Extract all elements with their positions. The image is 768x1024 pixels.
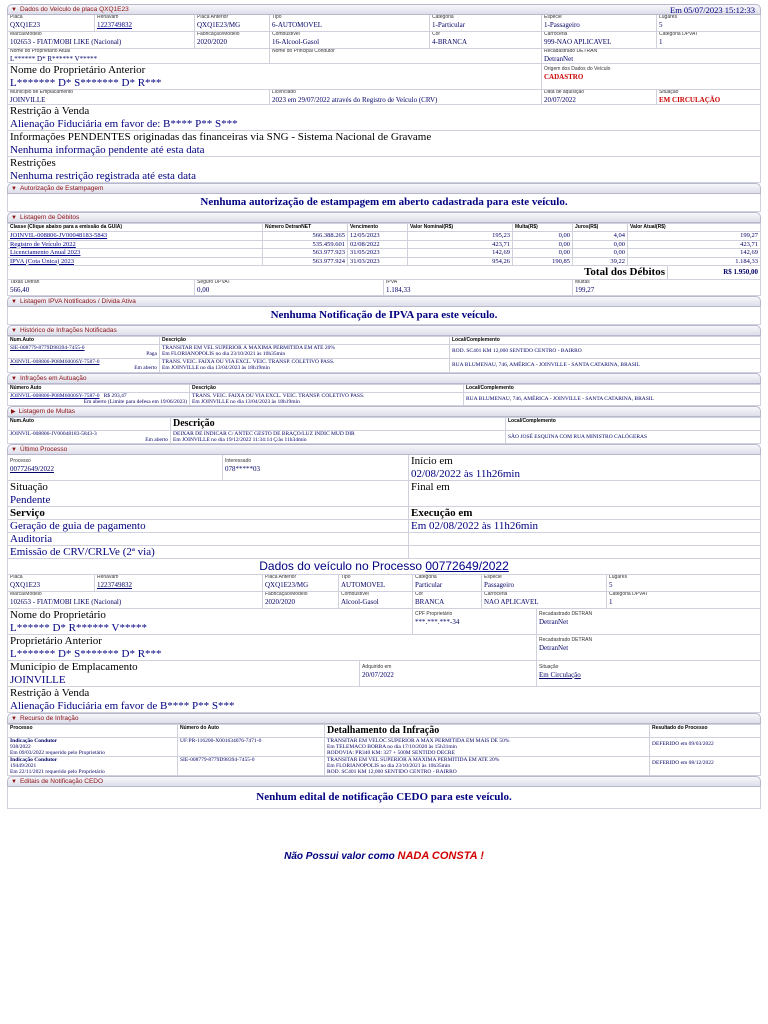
recurso-processo: 938/2022 <box>10 744 31 750</box>
origem-label: Origem dos Dados do Veículo <box>544 66 611 72</box>
col-local: Local/Complemento <box>506 418 761 431</box>
recurso-tipo: Indicação Condutor <box>10 757 58 763</box>
categoria-value: Particular <box>415 580 443 589</box>
multa-local: SÃO JOSÉ ESQUINA COM RUA MINISTRO CALÓGERAS <box>506 431 761 444</box>
fabricacao-label: Fabricação/Modelo <box>197 32 240 37</box>
proprietario-anterior-label: Nome do Proprietário Anterior <box>10 64 146 76</box>
section-ultimo-processo[interactable] <box>7 444 761 455</box>
debito-atual: 199,27 <box>628 232 761 241</box>
section-title: Recurso de Infração <box>19 715 79 722</box>
infracao-descricao: TRANS. VEIC. FAIXA OU VIA EXCL. VEIC. TRANSP. COLETIVO PASS. <box>162 359 335 365</box>
table-row <box>8 757 761 776</box>
debito-atual: 1.184,33 <box>628 257 761 266</box>
placa-value: QXQ1E23 <box>10 580 40 589</box>
debito-numero: 566.388.265 <box>263 232 348 241</box>
multas-table <box>7 417 761 444</box>
col-multa: Multa(R$) <box>513 224 573 232</box>
auto-link[interactable]: JOINVIL-008806-P08M6000SY-7587-0 <box>10 393 100 399</box>
table-row <box>8 393 761 406</box>
municipio-label: Município de Emplacamento <box>10 90 74 95</box>
col-vencimento: Vencimento <box>348 224 408 232</box>
col-local: Local/Complemento <box>464 385 761 393</box>
col-numero-auto: Número Auto <box>8 385 190 393</box>
section-title: Listagem de Multas <box>18 408 75 415</box>
lugares-value: 5 <box>659 20 663 29</box>
recurso-table <box>7 724 761 776</box>
debito-numero: 563.977.924 <box>263 257 348 266</box>
multa-auto: JOINVIL-008806-JV00048183-5843-3 <box>10 431 97 437</box>
recadastrado-label: Recadastrado DETRAN <box>539 611 593 617</box>
recurso-detalhe: TRANSITAR EM VELOC SUPERIOR A MÁX PERMITIDA EM MAIS DE 50% <box>327 738 510 744</box>
servico-item: Auditoria <box>10 533 53 545</box>
table-row <box>8 431 761 444</box>
recadastrado-value: DetranNet <box>539 617 569 626</box>
section-cedo[interactable] <box>7 776 761 787</box>
col-atual: Valor Atual(R$) <box>628 224 761 232</box>
collapse-arrow-icon[interactable]: ▼ <box>11 446 17 453</box>
debito-vencimento: 31/03/2023 <box>348 257 408 266</box>
recurso-local: ROD. SC401 KM 12,000 SENTIDO CENTRO - BAIRRO <box>327 769 457 775</box>
categoria-label: Categoria <box>415 575 437 580</box>
collapse-arrow-icon[interactable]: ▼ <box>11 715 17 722</box>
debito-vencimento: 31/05/2023 <box>348 249 408 258</box>
auto-status: Paga <box>146 351 157 357</box>
table-row <box>8 240 761 249</box>
sng-value: Nenhuma informação pendente até esta data <box>10 144 205 156</box>
recurso-detalhe: TRANSITAR EM VEL SUPERIOR A MÁXIMA PERMITIDA EM ATÉ 20% <box>327 757 500 763</box>
report-datetime: Em 05/07/2023 15:12:33 <box>670 4 755 15</box>
section-title: Listagem de Débitos <box>19 214 80 221</box>
infracao-data: Em FLORIANOPOLIS no dia 23/10/2021 às 10h35min <box>162 351 286 357</box>
processo-situacao-value: Pendente <box>10 494 51 506</box>
debito-guia-link[interactable]: IPVA (Cota Única) 2023 <box>10 257 74 265</box>
infracao-local: ROD. SC401 KM 12,000 SENTIDO CENTRO - BAIRRO <box>450 345 761 359</box>
lugares-label: Lugares <box>609 575 628 580</box>
col-numero: Número DetranNET <box>263 224 348 232</box>
placa-anterior-value: QXQ1E23/MG <box>265 580 309 589</box>
tipo-label: Tipo <box>272 15 282 20</box>
autuacao-local: RUA BLUMENAU, 746, AMÉRICA - JOINVILLE - SANTA CATARINA, BRASIL <box>464 393 761 406</box>
auto-valor: R$ 293,47 <box>103 393 127 399</box>
col-juros: Juros(R$) <box>573 224 628 232</box>
multas-value: 199,27 <box>575 285 595 294</box>
proprietario-anterior-value: L******* D* S******* D* R*** <box>10 77 162 89</box>
section-vehicle-header[interactable] <box>7 4 761 15</box>
ipva-label: IPVA <box>386 280 398 285</box>
processo-label: Processo <box>10 458 31 464</box>
servico-item: Geração de guia de pagamento <box>10 520 146 532</box>
multas-label: Multas <box>575 280 590 285</box>
restricao-venda-label: Restrição à Venda <box>10 105 90 117</box>
servico-header: Serviço <box>10 507 45 519</box>
categoria-value: 1-Particular <box>432 20 466 29</box>
table-row <box>8 345 761 359</box>
dpvat-value: 0,00 <box>197 285 210 294</box>
restricoes-value: Nenhuma restrição registrada até esta data <box>10 170 196 182</box>
autuacao-data: Em JOINVILLE no dia 13/04/2023 às 18h19min <box>192 399 300 405</box>
total-debitos-value: R$ 1.950,00 <box>667 266 761 280</box>
collapse-arrow-icon[interactable]: ▼ <box>11 214 17 221</box>
debito-nominal: 142,69 <box>408 249 513 258</box>
estampagem-message: Nenhuma autorização de estampagem em aberto cadastrada para este veículo. <box>7 194 761 212</box>
situacao-value: EM CIRCULAÇÃO <box>659 95 721 104</box>
multa-data: Em JOINVILLE no dia 19/12/2022 11:34:14 Ç/às 11h34min <box>173 437 307 443</box>
proprietario-anterior-label: Proprietário Anterior <box>10 635 102 647</box>
section-recurso[interactable] <box>7 713 761 724</box>
condutor-label: Nome do Principal Condutor <box>272 49 335 54</box>
collapse-arrow-icon[interactable]: ▼ <box>11 778 17 785</box>
placa-anterior-value: QXQ1E23/MG <box>197 20 241 29</box>
processo-link[interactable]: 00772649/2022 <box>10 464 54 473</box>
proprietario-label: Nome do Proprietário <box>10 609 106 621</box>
recadastrado-value: DetranNet <box>539 643 569 652</box>
cor-label: Cor <box>415 592 424 597</box>
collapse-arrow-icon[interactable]: ▼ <box>11 185 17 192</box>
combustivel-label: Combustível <box>272 32 300 37</box>
cor-value: BRANCA <box>415 597 445 606</box>
debitos-header-row <box>8 224 761 232</box>
auto-link[interactable]: SIE-008779-8779D98394-7455-0 <box>10 345 85 351</box>
fabricacao-label: Fabricação/Modelo <box>265 592 308 597</box>
debito-guia-link[interactable]: Licenciamento Anual 2023 <box>10 249 81 256</box>
combustivel-label: Combustível <box>341 592 369 597</box>
section-title: Listagem IPVA Notificados / Dívida Ativa <box>19 298 136 305</box>
tipo-value: AUTOMOVEL <box>341 580 386 589</box>
debito-juros: 0,00 <box>573 240 628 249</box>
section-debitos[interactable] <box>7 212 761 223</box>
table-row <box>8 257 761 266</box>
recurso-resultado: DEFERIDO em 08/12/2022 <box>650 757 761 776</box>
col-numero-auto: Número do Auto <box>178 725 325 738</box>
ipva-value: 1.184,33 <box>386 285 411 294</box>
situacao-label: Situação <box>539 664 559 670</box>
interessado-label: Interessado <box>225 458 252 464</box>
collapse-arrow-icon[interactable]: ▼ <box>11 298 17 305</box>
debito-multa: 0,00 <box>513 249 573 258</box>
sng-label: Informações PENDENTES originadas das financeiras via SNG - Sistema Nacional de Gravame <box>10 131 432 143</box>
municipio-label: Município de Emplacamento <box>10 661 138 673</box>
tipo-label: Tipo <box>341 575 351 580</box>
debito-numero: 535.459.601 <box>263 240 348 249</box>
recurso-data: Em TELEMACO BORBA no dia 17/10/2020 às 15h31min <box>327 744 457 750</box>
debito-nominal: 954,26 <box>408 257 513 266</box>
debito-juros: 0,00 <box>573 249 628 258</box>
proprietario-atual-value: L****** D* R****** V***** <box>10 54 98 63</box>
multa-status: Em aberto <box>145 437 168 443</box>
col-descricao: Descrição <box>190 385 464 393</box>
placa-label: Placa <box>10 575 23 580</box>
collapse-arrow-icon[interactable]: ▼ <box>11 6 17 13</box>
infracao-data: Em JOINVILLE no dia 13/04/2023 às 18h19min <box>162 365 270 371</box>
situacao-label: Situação <box>659 90 679 95</box>
cor-label: Cor <box>432 32 441 37</box>
debito-guia-link[interactable]: Registro de Veículo 2022 <box>10 240 76 248</box>
processo-veiculo-title <box>7 559 761 575</box>
restricao-venda-value: Alienação Fiduciária em favor de: B**** P** S*** <box>10 118 238 130</box>
especie-value: Passageiro <box>484 580 514 589</box>
processo-veiculo-title-text: Dados do veículo no Processo <box>259 559 422 573</box>
debito-multa: 0,00 <box>513 240 573 249</box>
recurso-requerido: Em 22/11/2021 requerido pelo Proprietário <box>10 769 105 775</box>
placa-anterior-label: Placa Anterior <box>197 15 229 20</box>
recurso-processo: 19449/2021 <box>10 763 37 769</box>
cor-value: 4-BRANCA <box>432 37 468 46</box>
collapse-arrow-icon[interactable]: ▼ <box>11 375 17 382</box>
debito-multa: 0,00 <box>513 232 573 241</box>
historico-table <box>7 336 761 373</box>
origem-value: CADASTRO <box>544 72 584 81</box>
aquisicao-value: 20/07/2022 <box>544 95 576 104</box>
col-local: Local/Complemento <box>450 337 761 345</box>
marca-label: Marca/Modelo <box>10 592 42 597</box>
table-row <box>8 249 761 258</box>
auto-status: Em aberto (Limite para defesa em 19/06/2023) <box>83 399 187 405</box>
marca-label: Marca/Modelo <box>10 32 42 37</box>
proprietario-atual-label: Nome do Proprietário Atual <box>10 49 71 54</box>
renavam-label: Renavam <box>97 15 119 20</box>
section-title: Infrações em Autuação <box>19 375 87 382</box>
recurso-resultado: DEFERIDO em 09/03/2022 <box>650 738 761 757</box>
restricoes-label: Restrições <box>10 157 56 169</box>
debito-atual: 423,71 <box>628 240 761 249</box>
auto-status: Em aberto <box>134 365 157 371</box>
processo-situacao-label: Situação <box>10 481 48 493</box>
adquirido-label: Adquirido em <box>362 664 392 670</box>
inicio-label: Início em <box>411 455 453 467</box>
ipva-message: Nenhuma Notificação de IPVA para este veículo. <box>7 307 761 325</box>
debito-vencimento: 12/05/2023 <box>348 232 408 241</box>
section-multas[interactable] <box>7 406 761 417</box>
infracao-descricao: TRANSITAR EM VEL SUPERIOR À MÁXIMA PERMITIDA EM ATÉ 20% <box>162 345 335 351</box>
municipio-value: JOINVILLE <box>10 95 46 104</box>
recurso-auto: SIE-008779-8779D98394-7455-0 <box>178 757 325 776</box>
placa-value: QXQ1E23 <box>10 20 40 29</box>
inicio-value: 02/08/2022 às 11h26min <box>411 468 520 480</box>
recadastrado-value: DetranNet <box>544 54 574 63</box>
carroceria-label: Carroceria <box>544 32 568 37</box>
recadastrado-label: Recadastrado DETRAN <box>539 637 593 643</box>
col-nominal: Valor Nominal(R$) <box>408 224 513 232</box>
col-descricao: Descrição <box>171 418 506 431</box>
table-row <box>8 232 761 241</box>
collapse-arrow-icon[interactable]: ▼ <box>11 327 17 334</box>
carroceria-label: Carroceria <box>484 592 508 597</box>
debito-guia-link[interactable]: JOINVIL-008806-JV00048183-5843 <box>10 232 108 239</box>
especie-label: Espécie <box>484 575 502 580</box>
debito-atual: 142,69 <box>628 249 761 258</box>
debito-numero: 563.977.923 <box>263 249 348 258</box>
recurso-auto: UF:PR-116200-X001634076-7471-0 <box>178 738 325 757</box>
section-historico-infracoes[interactable] <box>7 325 761 336</box>
cpf-value: ***.***.***-34 <box>415 617 460 626</box>
especie-value: 1-Passageiro <box>544 20 580 29</box>
recurso-local: RODOVIA: PR340 KM: 327 + 500M SENTIDO DECRE <box>327 750 455 756</box>
col-processo: Processo <box>8 725 178 738</box>
proprietario-value: L****** D* R****** V***** <box>10 622 147 634</box>
categoria-label: Categoria <box>432 15 454 20</box>
debito-nominal: 195,23 <box>408 232 513 241</box>
restricao-venda-label: Restrição à Venda <box>10 687 90 699</box>
col-num-auto: Num.Auto <box>8 418 171 431</box>
section-title: Histórico de Infrações Notificadas <box>19 327 117 334</box>
fabricacao-value: 2020/2020 <box>197 37 227 46</box>
interessado-value: 078*****03 <box>225 464 260 473</box>
licenciado-label: Licenciado <box>272 90 296 95</box>
total-debitos-label: Total dos Débitos <box>7 266 667 280</box>
autuacao-table <box>7 384 761 406</box>
categoria-dpvat-value: 1 <box>659 37 663 46</box>
debito-nominal: 423,71 <box>408 240 513 249</box>
col-classe: Classe (Clique abaixo para a emissão da GUIA) <box>8 224 263 232</box>
dpvat-label: Seguro DPVAT <box>197 280 231 285</box>
lugares-value: 5 <box>609 580 613 589</box>
categoria-dpvat-value: 1 <box>609 597 613 606</box>
combustivel-value: 16-Alcool-Gasol <box>272 37 320 46</box>
execucao-header: Execução em <box>411 507 473 519</box>
execucao-item: Em 02/08/2022 às 11h26min <box>411 520 539 532</box>
expand-arrow-icon[interactable]: ▶ <box>11 409 16 415</box>
placa-label: Placa <box>10 15 23 20</box>
final-label: Final em <box>411 481 450 493</box>
col-num-auto: Num.Auto <box>8 337 160 345</box>
tipo-value: 6-AUTOMOVEL <box>272 20 323 29</box>
carroceria-value: 999-NAO APLICAVEL <box>544 37 612 46</box>
renavam-link[interactable]: 1223749832 <box>97 580 132 589</box>
placa-anterior-label: Placa Anterior <box>265 575 297 580</box>
licenciado-value: 2023 em 29/07/2022 através do Registro de Veículo (CRV) <box>272 95 438 104</box>
taxas-value: 566,40 <box>10 285 30 294</box>
aquisicao-label: Data de aquisição <box>544 90 585 95</box>
recurso-requerido: Em 09/03/2022 requerido pelo Proprietário <box>10 750 106 756</box>
section-estampagem[interactable] <box>7 183 761 194</box>
table-row <box>8 738 761 757</box>
table-row <box>8 359 761 373</box>
recadastrado-label: Recadastrado DETRAN <box>544 49 598 54</box>
combustivel-value: Alcool-Gasol <box>341 597 379 606</box>
recurso-tipo: Indicação Condutor <box>10 738 58 744</box>
debito-multa: 190,85 <box>513 257 573 266</box>
section-title: Editais de Notificação CEDO <box>19 778 104 785</box>
debito-juros: 39,22 <box>573 257 628 266</box>
section-title: Dados do Veículo de placa QXQ1E23 <box>19 6 129 13</box>
debitos-table <box>7 223 761 266</box>
situacao-value: Em Circulação <box>539 670 581 679</box>
col-resultado: Resultado do Processo <box>650 725 761 738</box>
section-title: Último Processo <box>19 446 68 453</box>
cpf-label: CPF Proprietário <box>415 611 453 617</box>
municipio-value: JOINVILLE <box>10 674 66 686</box>
footer-text: Não Possui valor como <box>284 851 395 862</box>
lugares-label: Lugares <box>659 15 678 20</box>
renavam-label: Renavam <box>97 575 119 580</box>
section-title: Autorização de Estampagem <box>19 185 104 192</box>
vehicle-report <box>7 4 761 842</box>
fabricacao-value: 2020/2020 <box>265 597 295 606</box>
infracao-local: RUA BLUMENAU, 746, AMÉRICA - JOINVILLE - SANTA CATARINA, BRASIL <box>450 359 761 373</box>
cedo-message: Nenhum edital de notificação CEDO para este veículo. <box>7 787 761 809</box>
section-autuacao[interactable] <box>7 373 761 384</box>
recurso-data: Em FLORIANOPOLIS no dia 23/10/2021 às 10h35min <box>327 763 451 769</box>
marca-value: 102653 - FIAT/MOBI LIKE (Nacional) <box>10 597 122 606</box>
categoria-dpvat-label: Categoria DPVAT <box>659 32 698 37</box>
col-descricao: Descrição <box>160 337 450 345</box>
taxas-label: Taxas Detran <box>10 280 40 285</box>
restricao-venda-value: Alienação Fiduciária em favor de B**** P** S*** <box>10 700 235 712</box>
auto-link[interactable]: JOINVIL-008806-P08M6000SY-7587-0 <box>10 359 100 365</box>
proprietario-anterior-value: L******* D* S******* D* R*** <box>10 648 162 660</box>
debito-vencimento: 02/08/2022 <box>348 240 408 249</box>
autuacao-descricao: TRANS. VEIC. FAIXA OU VIA EXCL. VEIC. TRANSP. COLETIVO PASS. <box>192 393 365 399</box>
adquirido-value: 20/07/2022 <box>362 670 394 679</box>
section-ipva[interactable] <box>7 296 761 307</box>
multa-descricao: DEIXAR DE INDICAR C/ ANTEC GESTO DE BRAÇO/LUZ INDIC MUD DIR <box>173 431 355 437</box>
debito-juros: 4,04 <box>573 232 628 241</box>
footer-disclaimer <box>0 850 768 862</box>
processo-veiculo-link[interactable]: 00772649/2022 <box>425 559 509 573</box>
carroceria-value: NAO APLICAVEL <box>484 597 539 606</box>
col-detalhamento: Detalhamento da Infração <box>325 725 650 738</box>
footer-nada-consta: NADA CONSTA ! <box>397 850 484 862</box>
categoria-dpvat-label: Categoria DPVAT <box>609 592 648 597</box>
servico-item: Emissão de CRV/CRLVe (2ª via) <box>10 546 155 558</box>
renavam-link[interactable]: 1223749832 <box>97 20 132 29</box>
especie-label: Espécie <box>544 15 562 20</box>
marca-value: 102653 - FIAT/MOBI LIKE (Nacional) <box>10 37 122 46</box>
